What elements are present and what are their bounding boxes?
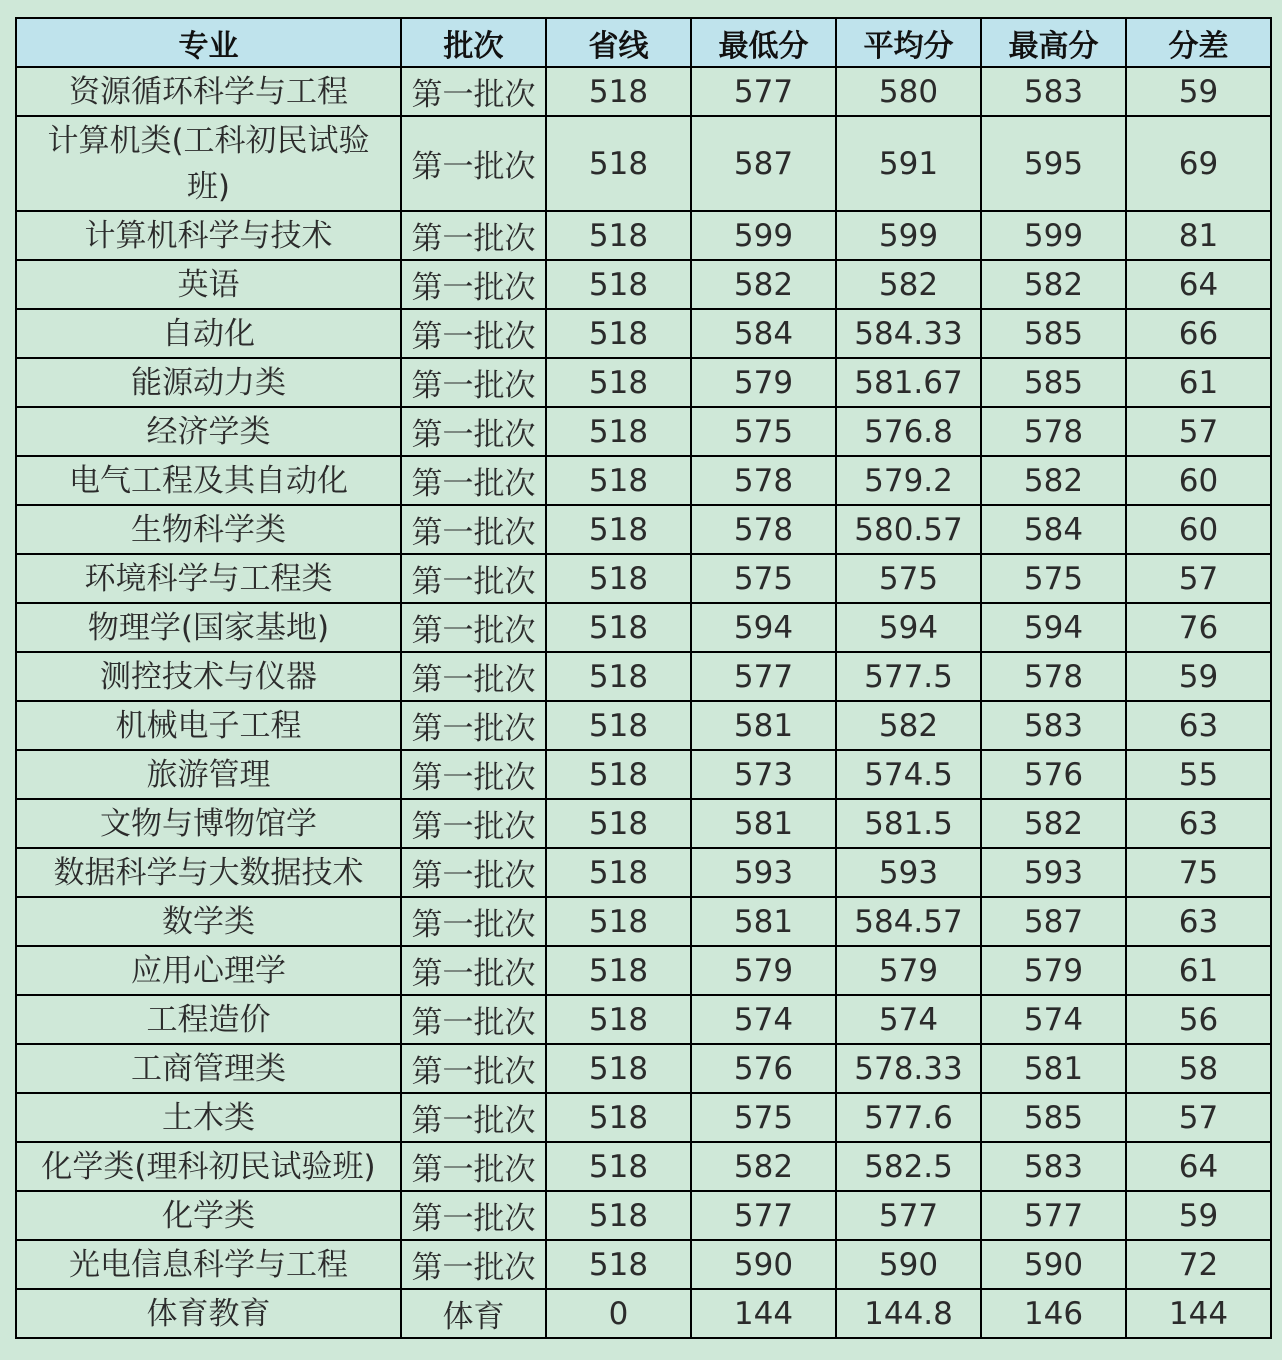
cell-min-score[interactable]: 581	[691, 799, 836, 848]
table-row	[16, 1191, 1271, 1240]
cell-score-diff[interactable]: 55	[1126, 750, 1271, 799]
cell-provincial-line[interactable]: 518	[546, 456, 691, 505]
table-row	[16, 701, 1271, 750]
cell-major[interactable]: 土木类	[16, 1093, 401, 1142]
cell-batch[interactable]: 第一批次	[401, 750, 546, 799]
cell-score-diff[interactable]: 63	[1126, 701, 1271, 750]
table-row	[16, 211, 1271, 260]
cell-score-diff[interactable]: 61	[1126, 946, 1271, 995]
cell-major[interactable]: 资源循环科学与工程	[16, 67, 401, 116]
cell-max-score[interactable]: 584	[981, 505, 1126, 554]
table-row	[16, 116, 1271, 211]
cell-batch[interactable]: 第一批次	[401, 603, 546, 652]
cell-major[interactable]: 化学类	[16, 1191, 401, 1240]
cell-max-score[interactable]: 146	[981, 1289, 1126, 1338]
cell-major[interactable]: 能源动力类	[16, 358, 401, 407]
cell-major[interactable]: 计算机类(工科初民试验班)	[16, 116, 401, 211]
cell-provincial-line[interactable]: 518	[546, 407, 691, 456]
cell-avg-score[interactable]: 584.33	[836, 309, 981, 358]
table-row	[16, 1044, 1271, 1093]
cell-batch[interactable]: 第一批次	[401, 946, 546, 995]
cell-min-score[interactable]: 581	[691, 701, 836, 750]
cell-major[interactable]: 体育教育	[16, 1289, 401, 1338]
cell-provincial-line[interactable]: 518	[546, 897, 691, 946]
cell-major[interactable]: 机械电子工程	[16, 701, 401, 750]
cell-max-score[interactable]: 590	[981, 1240, 1126, 1289]
cell-min-score[interactable]: 575	[691, 554, 836, 603]
table-row	[16, 358, 1271, 407]
cell-min-score[interactable]: 582	[691, 260, 836, 309]
cell-min-score[interactable]: 575	[691, 407, 836, 456]
table-body	[16, 67, 1271, 1338]
cell-avg-score[interactable]: 579.2	[836, 456, 981, 505]
cell-min-score[interactable]: 587	[691, 116, 836, 211]
cell-score-diff[interactable]: 144	[1126, 1289, 1271, 1338]
table-row	[16, 407, 1271, 456]
cell-provincial-line[interactable]: 518	[546, 67, 691, 116]
cell-avg-score[interactable]: 584.57	[836, 897, 981, 946]
header-row	[16, 18, 1271, 67]
cell-provincial-line[interactable]: 518	[546, 750, 691, 799]
cell-score-diff[interactable]: 59	[1126, 1191, 1271, 1240]
cell-major[interactable]: 化学类(理科初民试验班)	[16, 1142, 401, 1191]
cell-batch[interactable]: 第一批次	[401, 358, 546, 407]
table-row	[16, 1289, 1271, 1338]
cell-score-diff[interactable]: 66	[1126, 309, 1271, 358]
cell-provincial-line[interactable]: 518	[546, 799, 691, 848]
cell-score-diff[interactable]: 64	[1126, 260, 1271, 309]
cell-score-diff[interactable]: 61	[1126, 358, 1271, 407]
cell-max-score[interactable]: 599	[981, 211, 1126, 260]
cell-batch[interactable]: 第一批次	[401, 897, 546, 946]
admission-score-table	[15, 17, 1272, 1339]
header-avg-score: 平均分	[836, 18, 981, 67]
cell-avg-score[interactable]: 574	[836, 995, 981, 1044]
cell-score-diff[interactable]: 64	[1126, 1142, 1271, 1191]
cell-major[interactable]: 计算机科学与技术	[16, 211, 401, 260]
cell-provincial-line[interactable]: 518	[546, 554, 691, 603]
cell-avg-score[interactable]: 581.67	[836, 358, 981, 407]
cell-score-diff[interactable]: 60	[1126, 505, 1271, 554]
cell-score-diff[interactable]: 57	[1126, 1093, 1271, 1142]
cell-batch[interactable]: 第一批次	[401, 309, 546, 358]
cell-min-score[interactable]: 594	[691, 603, 836, 652]
cell-batch[interactable]: 第一批次	[401, 116, 546, 211]
cell-provincial-line[interactable]: 518	[546, 1240, 691, 1289]
cell-avg-score[interactable]: 574.5	[836, 750, 981, 799]
cell-avg-score[interactable]: 599	[836, 211, 981, 260]
cell-major[interactable]: 环境科学与工程类	[16, 554, 401, 603]
cell-batch[interactable]: 第一批次	[401, 1240, 546, 1289]
cell-major[interactable]: 生物科学类	[16, 505, 401, 554]
table-row	[16, 897, 1271, 946]
cell-score-diff[interactable]: 75	[1126, 848, 1271, 897]
cell-min-score[interactable]: 144	[691, 1289, 836, 1338]
cell-batch[interactable]: 第一批次	[401, 1093, 546, 1142]
cell-batch[interactable]: 第一批次	[401, 407, 546, 456]
cell-max-score[interactable]: 576	[981, 750, 1126, 799]
cell-provincial-line[interactable]: 518	[546, 1191, 691, 1240]
cell-min-score[interactable]: 577	[691, 652, 836, 701]
table-row	[16, 750, 1271, 799]
table-row	[16, 995, 1271, 1044]
cell-score-diff[interactable]: 59	[1126, 652, 1271, 701]
cell-batch[interactable]: 第一批次	[401, 67, 546, 116]
cell-max-score[interactable]: 585	[981, 358, 1126, 407]
cell-min-score[interactable]: 578	[691, 505, 836, 554]
cell-max-score[interactable]: 582	[981, 260, 1126, 309]
cell-provincial-line[interactable]: 518	[546, 1044, 691, 1093]
cell-score-diff[interactable]: 76	[1126, 603, 1271, 652]
cell-min-score[interactable]: 581	[691, 897, 836, 946]
cell-provincial-line[interactable]: 518	[546, 260, 691, 309]
table-row	[16, 603, 1271, 652]
cell-min-score[interactable]: 576	[691, 1044, 836, 1093]
header-score-diff: 分差	[1126, 18, 1271, 67]
table-row	[16, 260, 1271, 309]
cell-max-score[interactable]: 593	[981, 848, 1126, 897]
cell-batch[interactable]: 第一批次	[401, 848, 546, 897]
cell-score-diff[interactable]: 63	[1126, 897, 1271, 946]
cell-max-score[interactable]: 594	[981, 603, 1126, 652]
cell-score-diff[interactable]: 72	[1126, 1240, 1271, 1289]
cell-score-diff[interactable]: 57	[1126, 554, 1271, 603]
cell-max-score[interactable]: 578	[981, 407, 1126, 456]
table-row	[16, 554, 1271, 603]
cell-min-score[interactable]: 599	[691, 211, 836, 260]
cell-avg-score[interactable]: 593	[836, 848, 981, 897]
header-major: 专业	[16, 18, 401, 67]
cell-avg-score[interactable]: 582.5	[836, 1142, 981, 1191]
cell-avg-score[interactable]: 591	[836, 116, 981, 211]
cell-min-score[interactable]: 577	[691, 1191, 836, 1240]
cell-provincial-line[interactable]: 518	[546, 505, 691, 554]
cell-provincial-line[interactable]: 0	[546, 1289, 691, 1338]
cell-provincial-line[interactable]: 518	[546, 995, 691, 1044]
cell-min-score[interactable]: 575	[691, 1093, 836, 1142]
cell-score-diff[interactable]: 58	[1126, 1044, 1271, 1093]
cell-min-score[interactable]: 584	[691, 309, 836, 358]
cell-max-score[interactable]: 583	[981, 1142, 1126, 1191]
cell-max-score[interactable]: 587	[981, 897, 1126, 946]
cell-avg-score[interactable]: 581.5	[836, 799, 981, 848]
cell-provincial-line[interactable]: 518	[546, 358, 691, 407]
table-row	[16, 309, 1271, 358]
cell-max-score[interactable]: 577	[981, 1191, 1126, 1240]
cell-score-diff[interactable]: 63	[1126, 799, 1271, 848]
cell-max-score[interactable]: 574	[981, 995, 1126, 1044]
cell-min-score[interactable]: 582	[691, 1142, 836, 1191]
cell-score-diff[interactable]: 57	[1126, 407, 1271, 456]
cell-provincial-line[interactable]: 518	[546, 116, 691, 211]
cell-score-diff[interactable]: 59	[1126, 67, 1271, 116]
cell-batch[interactable]: 第一批次	[401, 1191, 546, 1240]
cell-major[interactable]: 物理学(国家基地)	[16, 603, 401, 652]
cell-batch[interactable]: 体育	[401, 1289, 546, 1338]
cell-batch[interactable]: 第一批次	[401, 554, 546, 603]
cell-avg-score[interactable]: 580.57	[836, 505, 981, 554]
cell-batch[interactable]: 第一批次	[401, 260, 546, 309]
cell-score-diff[interactable]: 56	[1126, 995, 1271, 1044]
header-provincial-line: 省线	[546, 18, 691, 67]
cell-major[interactable]: 光电信息科学与工程	[16, 1240, 401, 1289]
cell-batch[interactable]: 第一批次	[401, 799, 546, 848]
cell-min-score[interactable]: 578	[691, 456, 836, 505]
cell-provincial-line[interactable]: 518	[546, 946, 691, 995]
cell-avg-score[interactable]: 577.5	[836, 652, 981, 701]
cell-provincial-line[interactable]: 518	[546, 1093, 691, 1142]
cell-min-score[interactable]: 590	[691, 1240, 836, 1289]
cell-major[interactable]: 旅游管理	[16, 750, 401, 799]
cell-major[interactable]: 经济学类	[16, 407, 401, 456]
cell-provincial-line[interactable]: 518	[546, 848, 691, 897]
table-row	[16, 799, 1271, 848]
cell-batch[interactable]: 第一批次	[401, 456, 546, 505]
cell-major[interactable]: 应用心理学	[16, 946, 401, 995]
header-batch: 批次	[401, 18, 546, 67]
cell-major[interactable]: 工程造价	[16, 995, 401, 1044]
cell-max-score[interactable]: 595	[981, 116, 1126, 211]
cell-batch[interactable]: 第一批次	[401, 652, 546, 701]
cell-batch[interactable]: 第一批次	[401, 995, 546, 1044]
cell-score-diff[interactable]: 60	[1126, 456, 1271, 505]
table-row	[16, 1093, 1271, 1142]
cell-provincial-line[interactable]: 518	[546, 701, 691, 750]
cell-batch[interactable]: 第一批次	[401, 505, 546, 554]
cell-avg-score[interactable]: 144.8	[836, 1289, 981, 1338]
cell-major[interactable]: 测控技术与仪器	[16, 652, 401, 701]
cell-avg-score[interactable]: 580	[836, 67, 981, 116]
cell-batch[interactable]: 第一批次	[401, 211, 546, 260]
cell-max-score[interactable]: 578	[981, 652, 1126, 701]
header-min-score: 最低分	[691, 18, 836, 67]
table-row	[16, 848, 1271, 897]
cell-major[interactable]: 文物与博物馆学	[16, 799, 401, 848]
cell-avg-score[interactable]: 582	[836, 701, 981, 750]
cell-max-score[interactable]: 582	[981, 456, 1126, 505]
cell-major[interactable]: 工商管理类	[16, 1044, 401, 1093]
table-row	[16, 652, 1271, 701]
cell-major[interactable]: 英语	[16, 260, 401, 309]
cell-max-score[interactable]: 585	[981, 1093, 1126, 1142]
header-max-score: 最高分	[981, 18, 1126, 67]
cell-max-score[interactable]: 582	[981, 799, 1126, 848]
cell-max-score[interactable]: 583	[981, 67, 1126, 116]
cell-avg-score[interactable]: 575	[836, 554, 981, 603]
cell-major[interactable]: 数据科学与大数据技术	[16, 848, 401, 897]
cell-provincial-line[interactable]: 518	[546, 211, 691, 260]
cell-batch[interactable]: 第一批次	[401, 1142, 546, 1191]
cell-avg-score[interactable]: 578.33	[836, 1044, 981, 1093]
cell-min-score[interactable]: 573	[691, 750, 836, 799]
cell-min-score[interactable]: 574	[691, 995, 836, 1044]
cell-major[interactable]: 数学类	[16, 897, 401, 946]
cell-batch[interactable]: 第一批次	[401, 1044, 546, 1093]
cell-avg-score[interactable]: 594	[836, 603, 981, 652]
cell-avg-score[interactable]: 582	[836, 260, 981, 309]
table-row	[16, 67, 1271, 116]
cell-min-score[interactable]: 579	[691, 946, 836, 995]
cell-min-score[interactable]: 577	[691, 67, 836, 116]
cell-score-diff[interactable]: 81	[1126, 211, 1271, 260]
cell-min-score[interactable]: 593	[691, 848, 836, 897]
cell-max-score[interactable]: 579	[981, 946, 1126, 995]
cell-provincial-line[interactable]: 518	[546, 652, 691, 701]
table-row	[16, 1240, 1271, 1289]
table-row	[16, 456, 1271, 505]
cell-score-diff[interactable]: 69	[1126, 116, 1271, 211]
table-row	[16, 946, 1271, 995]
cell-major[interactable]: 电气工程及其自动化	[16, 456, 401, 505]
cell-avg-score[interactable]: 577.6	[836, 1093, 981, 1142]
cell-avg-score[interactable]: 577	[836, 1191, 981, 1240]
cell-avg-score[interactable]: 576.8	[836, 407, 981, 456]
cell-min-score[interactable]: 579	[691, 358, 836, 407]
cell-avg-score[interactable]: 579	[836, 946, 981, 995]
cell-provincial-line[interactable]: 518	[546, 603, 691, 652]
cell-provincial-line[interactable]: 518	[546, 1142, 691, 1191]
cell-major[interactable]: 自动化	[16, 309, 401, 358]
cell-batch[interactable]: 第一批次	[401, 701, 546, 750]
cell-provincial-line[interactable]: 518	[546, 309, 691, 358]
table-row	[16, 505, 1271, 554]
cell-max-score[interactable]: 575	[981, 554, 1126, 603]
cell-avg-score[interactable]: 590	[836, 1240, 981, 1289]
cell-max-score[interactable]: 581	[981, 1044, 1126, 1093]
table-row	[16, 1142, 1271, 1191]
cell-max-score[interactable]: 583	[981, 701, 1126, 750]
cell-max-score[interactable]: 585	[981, 309, 1126, 358]
